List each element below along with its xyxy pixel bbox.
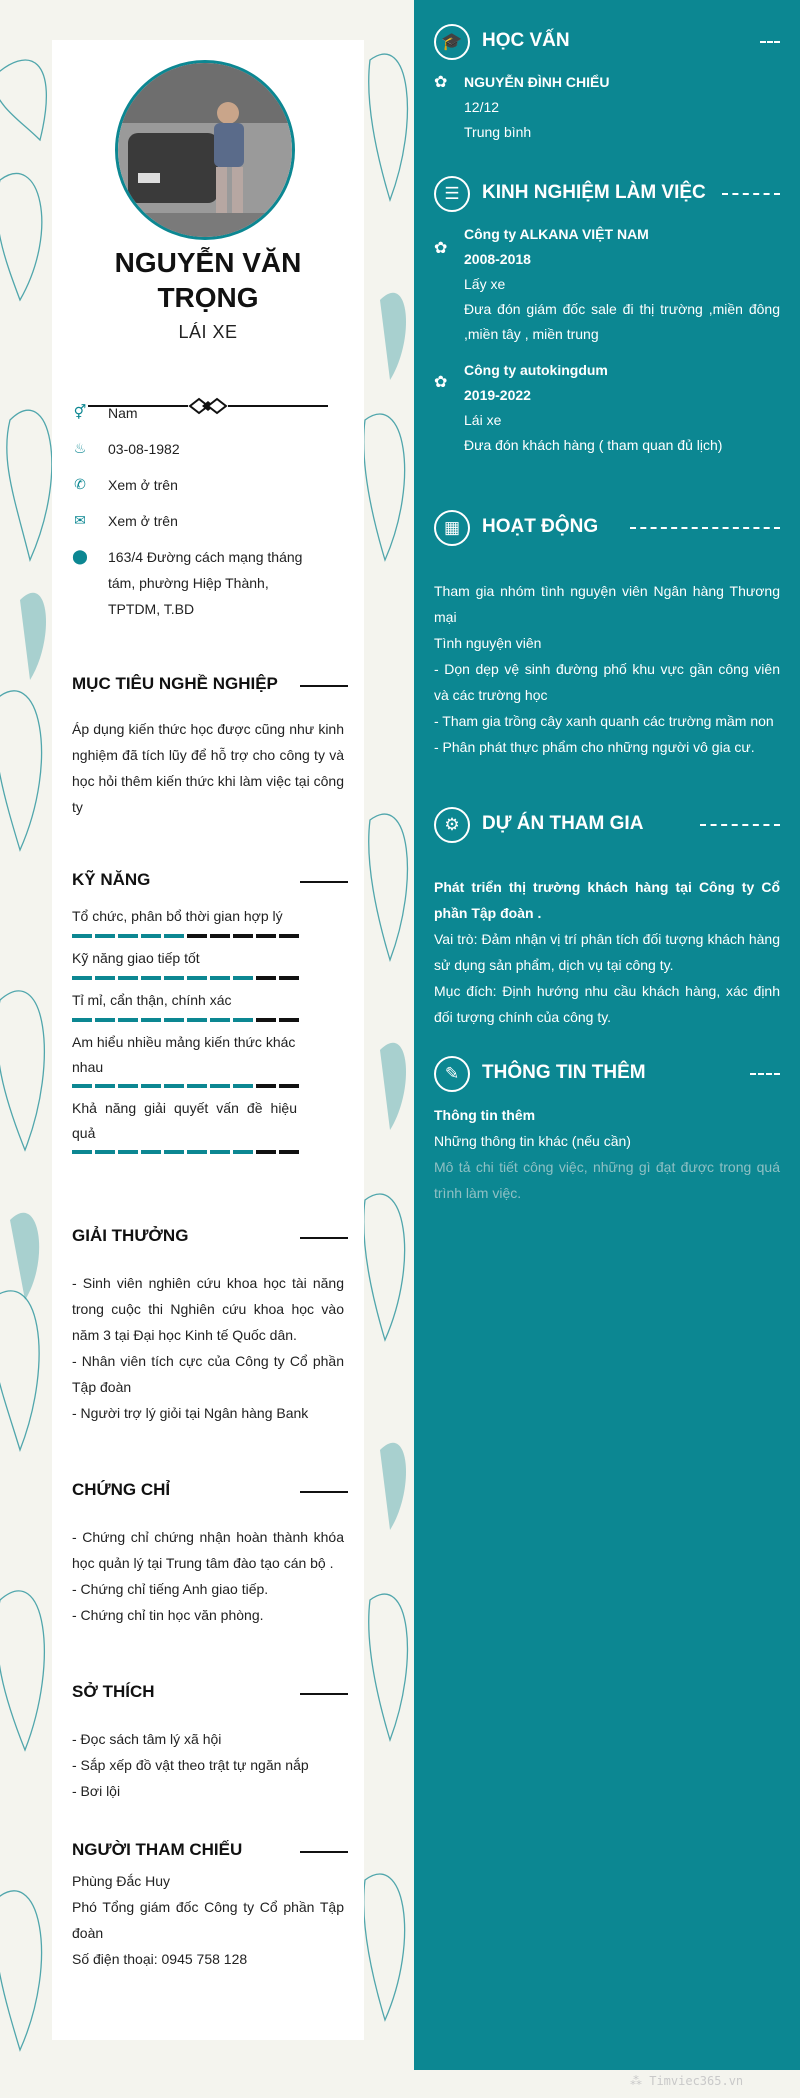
gears-icon: ⚙	[434, 807, 470, 843]
section-header-activities: ▦ HOẠT ĐỘNG	[434, 508, 780, 548]
title-rule	[300, 1693, 348, 1695]
skill-level-segment	[118, 1018, 138, 1022]
skill-label: Tỉ mỉ, cẩn thận, chính xác	[72, 992, 232, 1008]
header-dash-rule	[630, 527, 780, 529]
experience-job	[464, 358, 780, 458]
skill-label: Am hiểu nhiều mảng kiến thức khác nhau	[72, 1034, 296, 1075]
section-title-awards: GIẢI THƯỞNG	[72, 1226, 348, 1250]
skill-level-segment	[187, 976, 207, 980]
header-dash-rule	[760, 41, 780, 43]
contact-birthday: ♨ 03-08-1982	[73, 440, 180, 457]
header-dash-rule	[722, 193, 780, 195]
flower-bullet-icon: ✿	[434, 74, 448, 91]
header-dash-rule	[750, 1073, 780, 1075]
contact-email: ✉ Xem ở trên	[72, 508, 352, 534]
skill-bar	[72, 934, 297, 938]
award-item: - Nhân viên tích cực của Công ty Cổ phần Tập đoàn	[72, 1353, 344, 1395]
award-item: - Sinh viên nghiên cứu khoa học tài năng trong cuộc thi Nghiên cứu khoa học vào năm 3 tại Đại học Kinh tế Quốc dân.	[72, 1275, 344, 1343]
skill-bar	[72, 1084, 297, 1088]
skill-level-segment	[279, 1150, 299, 1154]
skill-level-segment	[164, 1084, 184, 1088]
reference-position: Phó Tổng giám đốc Công ty Cổ phần Tập đoàn	[72, 1899, 344, 1941]
candidate-name: NGUYỄN VĂN TRỌNG	[114, 247, 302, 313]
skill-level-segment	[256, 934, 276, 938]
section-title-skills: KỸ NĂNG	[72, 870, 348, 894]
awards-list	[72, 1270, 344, 1426]
skill-level-segment	[256, 1018, 276, 1022]
section-header-extra-info: ✎ THÔNG TIN THÊM	[434, 1054, 780, 1094]
contact-phone: ✆ Xem ở trên	[72, 472, 352, 498]
skill-level-segment	[118, 1084, 138, 1088]
job-period: 2008-2018	[464, 251, 531, 267]
skill-level-segment	[279, 1018, 299, 1022]
title-rule	[300, 1237, 348, 1239]
skill-level-segment	[95, 976, 115, 980]
skill-level-segment	[72, 976, 92, 980]
right-column-panel	[414, 0, 800, 2070]
extra-info-label: Thông tin thêm	[434, 1107, 536, 1123]
skill-level-segment	[164, 1150, 184, 1154]
extra-info-placeholder: Mô tả chi tiết công việc, những gì đạt được trong quá trình làm việc.	[434, 1159, 780, 1201]
section-title-objective: MỤC TIÊU NGHỀ NGHIỆP	[72, 674, 348, 698]
skill-level-segment	[279, 1084, 299, 1088]
skill-level-segment	[233, 1018, 253, 1022]
skill-level-segment	[118, 976, 138, 980]
skill-level-segment	[233, 934, 253, 938]
skill-level-segment	[210, 1018, 230, 1022]
skill-level-segment	[118, 934, 138, 938]
flower-bullet-icon: ✿	[434, 240, 448, 257]
job-period: 2019-2022	[464, 387, 531, 403]
profile-photo-avatar	[115, 60, 295, 240]
phone-icon: ✆	[74, 476, 86, 492]
skill-label: Tổ chức, phân bổ thời gian hợp lý	[72, 908, 283, 924]
reference-phone: Số điện thoại: 0945 758 128	[72, 1951, 248, 1967]
title-rule	[300, 685, 348, 687]
graduation-cap-icon: 🎓	[434, 24, 470, 60]
hobby-item: - Bơi lội	[72, 1783, 121, 1799]
skill-level-segment	[256, 976, 276, 980]
job-title: LÁI XE	[178, 322, 238, 342]
school-name: NGUYỄN ĐÌNH CHIỂU	[464, 74, 610, 90]
skill-level-segment	[210, 934, 230, 938]
certificate-item: - Chứng chỉ chứng nhận hoàn thành khóa học quản lý tại Trung tâm đào tạo cán bộ .	[72, 1529, 344, 1571]
skill-level-segment	[210, 1150, 230, 1154]
hobbies-list	[72, 1726, 344, 1804]
section-header-projects: ⚙ DỰ ÁN THAM GIA	[434, 805, 780, 845]
section-title-hobbies: SỞ THÍCH	[72, 1682, 348, 1706]
envelope-icon: ✉	[74, 512, 86, 528]
skill-level-segment	[118, 1150, 138, 1154]
extra-info-line: Những thông tin khác (nếu cần)	[434, 1133, 631, 1149]
contact-address: ⬤ 163/4 Đường cách mạng tháng tám, phường Hiệp Thành, TPTDM, T.BD	[72, 548, 303, 617]
section-header-education: 🎓 HỌC VẤN	[434, 22, 780, 62]
map-pin-icon: ⬤	[72, 548, 88, 564]
certificates-list	[72, 1524, 344, 1628]
job-role: Lái xe	[464, 412, 502, 428]
watermark: ⁂ Timviec365.vn	[630, 2074, 744, 2088]
activities-list	[434, 578, 780, 760]
activity-item: - Tham gia trồng cây xanh quanh các trường mầm non	[434, 713, 774, 729]
skill-level-segment	[210, 976, 230, 980]
job-description: Đưa đón khách hàng ( tham quan đủ lịch)	[464, 437, 723, 453]
skill-level-segment	[164, 1018, 184, 1022]
skill-level-segment	[95, 1018, 115, 1022]
skill-bar	[72, 1150, 297, 1154]
certificate-item: - Chứng chỉ tiếng Anh giao tiếp.	[72, 1581, 269, 1597]
skill-level-segment	[256, 1084, 276, 1088]
skill-level-segment	[187, 1084, 207, 1088]
job-company: Công ty ALKANA VIỆT NAM	[464, 226, 649, 242]
reference-details	[72, 1868, 344, 1972]
skill-level-segment	[233, 976, 253, 980]
skill-bar	[72, 976, 297, 980]
certificate-item: - Chứng chỉ tin học văn phòng.	[72, 1607, 264, 1623]
skill-level-segment	[72, 1084, 92, 1088]
skill-level-segment	[187, 934, 207, 938]
skill-level-segment	[256, 1150, 276, 1154]
section-title-certificates: CHỨNG CHỈ	[72, 1480, 348, 1504]
skill-bar	[72, 1018, 297, 1022]
skill-level-segment	[141, 1084, 161, 1088]
skill-level-segment	[164, 934, 184, 938]
skill-level-segment	[187, 1018, 207, 1022]
experience-job	[464, 222, 780, 347]
education-details	[464, 70, 780, 145]
job-company: Công ty autokingdum	[464, 362, 608, 378]
skill-label: Khả năng giải quyết vấn đề hiệu quả	[72, 1100, 297, 1141]
skill-level-segment	[141, 934, 161, 938]
award-item: - Người trợ lý giỏi tại Ngân hàng Bank	[72, 1405, 309, 1421]
skill-level-segment	[72, 1150, 92, 1154]
skill-level-segment	[72, 934, 92, 938]
skill-level-segment	[72, 1018, 92, 1022]
skill-level-segment	[95, 1084, 115, 1088]
hobby-item: - Đọc sách tâm lý xã hội	[72, 1731, 222, 1747]
skill-level-segment	[95, 934, 115, 938]
skill-level-segment	[233, 1084, 253, 1088]
education-rank: Trung bình	[464, 124, 532, 140]
activity-item: Tình nguyện viên	[434, 635, 542, 651]
skill-level-segment	[164, 976, 184, 980]
project-role: Vai trò: Đảm nhận vị trí phân tích đối tượng khách hàng sử dụng sản phẩm, dịch vụ tại công ty.	[434, 931, 780, 973]
project-details	[434, 874, 780, 1030]
activity-item: Tham gia nhóm tình nguyện viên Ngân hàng Thương mại	[434, 583, 780, 625]
stacked-layers-icon: ☰	[434, 176, 470, 212]
skill-label: Kỹ năng giao tiếp tốt	[72, 950, 200, 966]
objective-text: Áp dụng kiến thức học được cũng như kinh nghiệm đã tích lũy để hỗ trợ cho công ty và học hỏi thêm kiến thức khi làm việc tại công ty	[72, 721, 344, 815]
skill-level-segment	[279, 934, 299, 938]
hobby-item: - Sắp xếp đồ vật theo trật tự ngăn nắp	[72, 1757, 309, 1773]
skill-level-segment	[141, 1018, 161, 1022]
skill-level-segment	[95, 1150, 115, 1154]
project-name: Phát triển thị trường khách hàng tại Công ty Cổ phần Tập đoàn .	[434, 879, 780, 921]
pen-icon: ✎	[434, 1056, 470, 1092]
project-goal: Mục đích: Định hướng nhu cầu khách hàng, xác định đối tượng chính của công ty.	[434, 983, 780, 1025]
skill-level-segment	[141, 976, 161, 980]
education-grade: 12/12	[464, 99, 500, 115]
skill-level-segment	[141, 1150, 161, 1154]
extra-info-details	[434, 1102, 780, 1206]
flower-bullet-icon: ✿	[434, 374, 448, 391]
left-column-card	[52, 40, 364, 2040]
section-title-reference: NGƯỜI THAM CHIẾU	[72, 1840, 348, 1864]
skill-level-segment	[233, 1150, 253, 1154]
activity-item: - Dọn dẹp vệ sinh đường phố khu vực gần công viên và các trường học	[434, 661, 780, 703]
contact-gender: ⚥ Nam	[73, 404, 138, 421]
skill-level-segment	[210, 1084, 230, 1088]
sparkle-icon: ⁂	[630, 2074, 650, 2088]
birthday-cake-icon: ♨	[73, 440, 87, 456]
title-rule	[300, 1851, 348, 1853]
header-dash-rule	[700, 824, 780, 826]
job-role: Lấy xe	[464, 276, 506, 292]
gender-icon: ⚥	[73, 404, 87, 420]
title-rule	[300, 1491, 348, 1493]
skill-level-segment	[279, 976, 299, 980]
job-description: Đưa đón giám đốc sale đi thị trường ,miền đông ,miền tây , miền trung	[464, 301, 780, 342]
activity-item: - Phân phát thực phẩm cho những người vô gia cư.	[434, 739, 755, 755]
section-header-experience: ☰ KINH NGHIỆM LÀM VIỆC	[434, 174, 780, 214]
calendar-activity-icon: ▦	[434, 510, 470, 546]
reference-name: Phùng Đắc Huy	[72, 1873, 171, 1889]
skill-level-segment	[187, 1150, 207, 1154]
title-rule	[300, 881, 348, 883]
